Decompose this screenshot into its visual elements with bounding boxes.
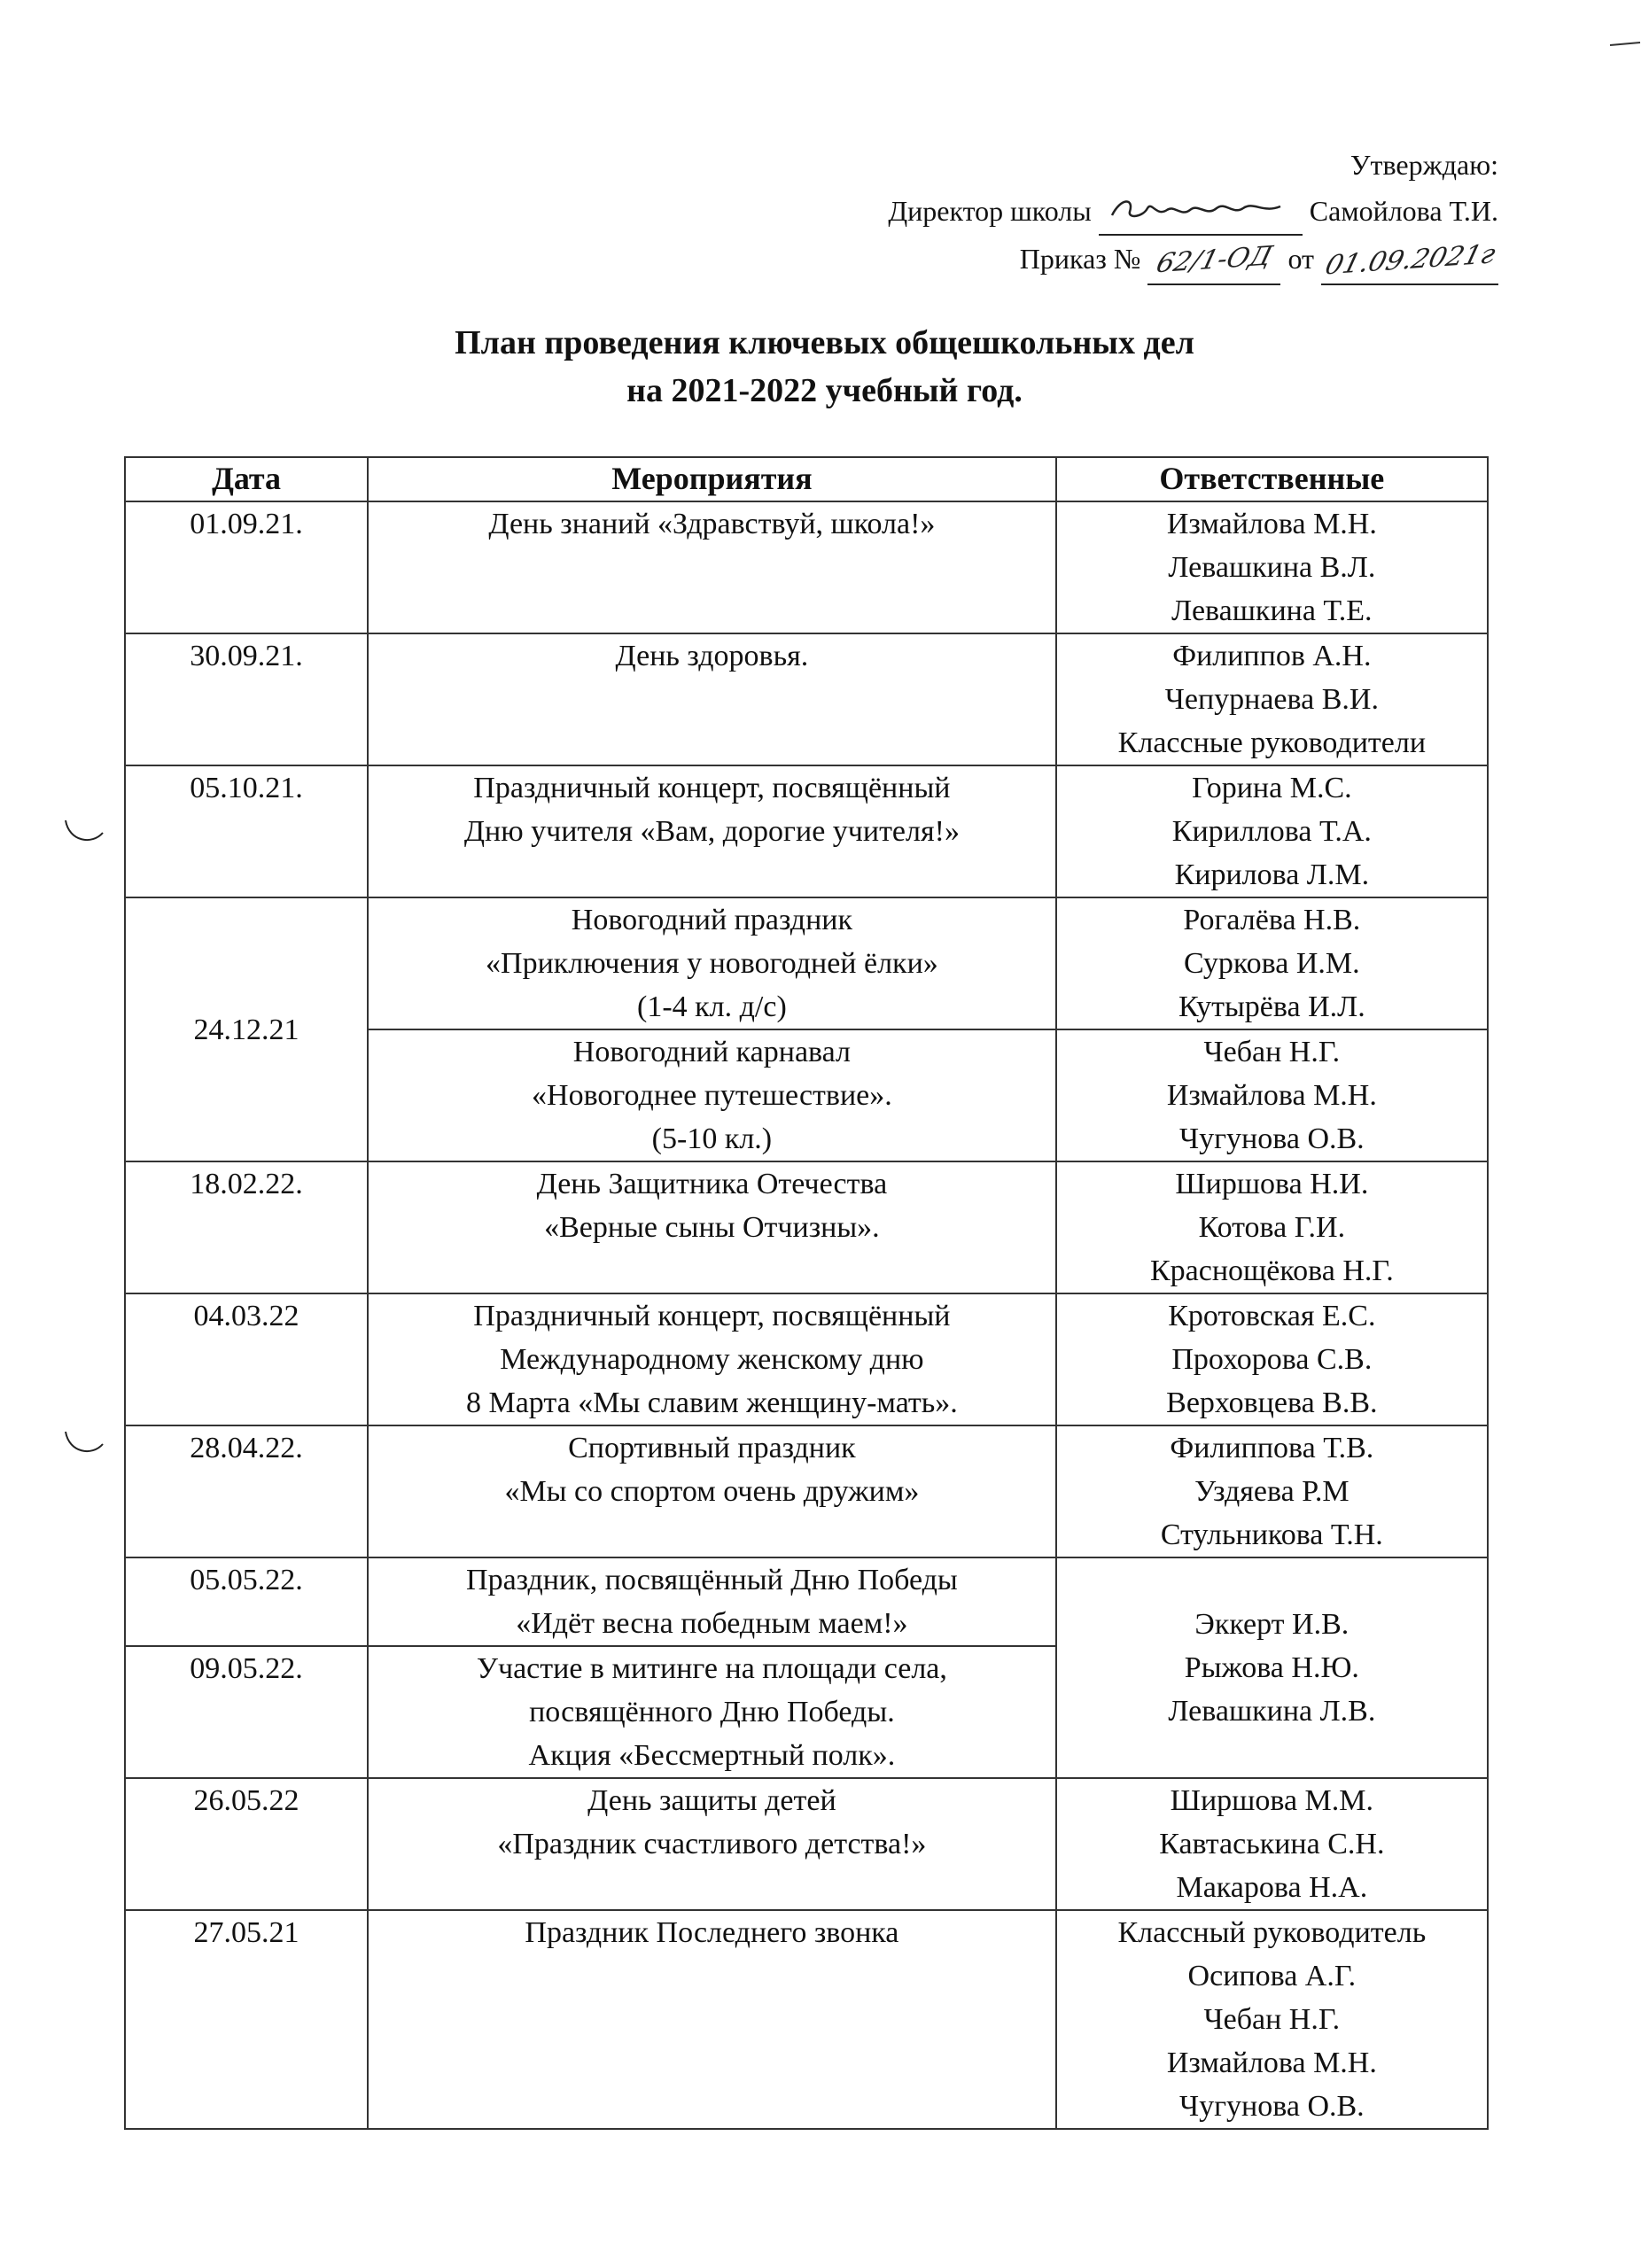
- event-line: 8 Марта «Мы славим женщину-мать».: [465, 1386, 958, 1419]
- responsible-name: Филиппов А.Н.: [1172, 640, 1372, 672]
- event-cell: [368, 1646, 1056, 1778]
- event-line: «Идёт весна победным маем!»: [516, 1607, 908, 1640]
- table-row: [125, 1425, 1488, 1557]
- event-line: посвящённого Дню Победы.: [529, 1696, 895, 1728]
- responsible-name: Чепурнаева В.И.: [1164, 683, 1379, 716]
- responsible-name: Измайлова М.Н.: [1166, 2047, 1377, 2079]
- event-line: Новогодний карнавал: [572, 1036, 852, 1068]
- order-date-field: [1321, 236, 1498, 285]
- responsible-cell: [1056, 1910, 1488, 2129]
- event-cell: [368, 1293, 1056, 1425]
- event-line: Международному женскому дню: [500, 1343, 924, 1376]
- responsible-name: Измайлова М.Н.: [1166, 508, 1377, 540]
- event-cell: [368, 633, 1056, 765]
- event-line: (1-4 кл. д/с): [637, 990, 787, 1023]
- responsible-cell: [1056, 1029, 1488, 1161]
- responsible-name: Левашкина Л.В.: [1168, 1695, 1376, 1728]
- punch-mark-icon: [62, 815, 106, 850]
- responsible-name: Суркова И.М.: [1184, 947, 1360, 980]
- date-cell: 05.05.22.: [125, 1557, 368, 1646]
- responsible-name: Краснощёкова Н.Г.: [1150, 1254, 1394, 1287]
- event-line: (5-10 кл.): [651, 1122, 773, 1155]
- order-date: 01.09.2021г: [1321, 238, 1498, 282]
- responsible-name: Классный руководитель: [1117, 1916, 1427, 1949]
- responsible-name: Чебан Н.Г.: [1203, 1036, 1341, 1068]
- responsible-name: Филиппова Т.В.: [1170, 1432, 1374, 1464]
- responsible-cell: [1056, 765, 1488, 897]
- responsible-name: Левашкина Т.Е.: [1171, 594, 1373, 627]
- event-line: «Мы со спортом очень дружим»: [504, 1475, 920, 1508]
- from-label: от: [1287, 243, 1314, 275]
- responsible-cell: [1056, 897, 1488, 1029]
- event-cell: [368, 1425, 1056, 1557]
- order-line: [772, 236, 1498, 285]
- responsible-name: Макарова Н.А.: [1176, 1871, 1368, 1904]
- document-title: [0, 319, 1649, 415]
- approval-block: [772, 142, 1498, 285]
- header-responsible: Ответственные: [1056, 457, 1488, 501]
- table-header-row: [125, 457, 1488, 501]
- date-cell: 28.04.22.: [125, 1425, 368, 1557]
- event-line: День защиты детей: [587, 1784, 836, 1817]
- event-line: Акция «Бессмертный полк».: [528, 1739, 896, 1772]
- responsible-name: Стульникова Т.Н.: [1160, 1518, 1383, 1551]
- director-label: Директор школы: [888, 195, 1092, 227]
- responsible-name: Рогалёва Н.В.: [1183, 904, 1361, 936]
- event-line: «Новогоднее путешествие».: [532, 1079, 892, 1112]
- event-line: День знаний «Здравствуй, школа!»: [488, 508, 936, 540]
- responsible-name: Чугунова О.В.: [1179, 1122, 1365, 1155]
- date-cell: 30.09.21.: [125, 633, 368, 765]
- director-name: Самойлова Т.И.: [1309, 195, 1498, 227]
- header-date: Дата: [125, 457, 368, 501]
- date-cell: 09.05.22.: [125, 1646, 368, 1778]
- event-line: Праздник, посвящённый Дню Победы: [466, 1564, 958, 1596]
- event-cell: [368, 501, 1056, 633]
- event-cell: [368, 1557, 1056, 1646]
- event-cell: [368, 1161, 1056, 1293]
- responsible-name: Котова Г.И.: [1198, 1211, 1346, 1244]
- event-line: День здоровья.: [615, 640, 809, 672]
- responsible-name: Прохорова С.В.: [1171, 1343, 1373, 1376]
- event-line: Спортивный праздник: [568, 1432, 856, 1464]
- responsible-cell: [1056, 1778, 1488, 1910]
- responsible-name: Рыжова Н.Ю.: [1184, 1651, 1359, 1684]
- responsible-cell: [1056, 501, 1488, 633]
- responsible-name: Эккерт И.В.: [1194, 1608, 1350, 1641]
- event-cell: [368, 765, 1056, 897]
- order-number-field: [1147, 236, 1280, 285]
- responsible-name: Чебан Н.Г.: [1203, 2003, 1341, 2036]
- date-cell: 18.02.22.: [125, 1161, 368, 1293]
- signature-icon: [1103, 190, 1298, 226]
- table-row: [125, 897, 1488, 1029]
- responsible-name: Левашкина В.Л.: [1168, 551, 1376, 584]
- table-row: [125, 1293, 1488, 1425]
- responsible-name: Кирилова Л.М.: [1174, 858, 1370, 891]
- punch-mark-icon: [62, 1426, 106, 1462]
- event-line: Праздник Последнего звонка: [525, 1916, 899, 1949]
- date-cell: 24.12.21: [125, 897, 368, 1161]
- responsible-name: Кириллова Т.А.: [1171, 815, 1372, 848]
- event-line: День Защитника Отечества: [536, 1168, 888, 1200]
- responsible-name: Кротовская Е.С.: [1168, 1300, 1376, 1332]
- table-row: [125, 633, 1488, 765]
- responsible-name: Кавтаськина С.Н.: [1159, 1828, 1385, 1860]
- responsible-cell: [1056, 1425, 1488, 1557]
- responsible-name: Осипова А.Г.: [1187, 1960, 1357, 1992]
- table-row: [125, 1161, 1488, 1293]
- approve-label: Утверждаю:: [1350, 149, 1498, 181]
- date-cell: 01.09.21.: [125, 501, 368, 633]
- event-cell: [368, 1910, 1056, 2129]
- table-row: [125, 501, 1488, 633]
- table-row: [125, 765, 1488, 897]
- responsible-cell: [1056, 1293, 1488, 1425]
- event-line: «Праздник счастливого детства!»: [497, 1828, 927, 1860]
- responsible-name: Кутырёва И.Л.: [1178, 990, 1365, 1023]
- event-line: «Верные сыны Отчизны».: [544, 1211, 880, 1244]
- date-cell: 27.05.21: [125, 1910, 368, 2129]
- table-row: [125, 1910, 1488, 2129]
- scan-dash-icon: [1608, 40, 1644, 49]
- header-event: Мероприятия: [368, 457, 1056, 501]
- date-cell: 05.10.21.: [125, 765, 368, 897]
- event-cell: [368, 1778, 1056, 1910]
- responsible-name: Горина М.С.: [1192, 772, 1352, 804]
- director-signature: [1099, 188, 1303, 236]
- responsible-name: Измайлова М.Н.: [1166, 1079, 1377, 1112]
- responsible-name: Ширшова Н.И.: [1175, 1168, 1369, 1200]
- responsible-cell: [1056, 1161, 1488, 1293]
- event-cell: [368, 897, 1056, 1029]
- responsible-name: Уздяева Р.М: [1194, 1475, 1350, 1508]
- responsible-name: Ширшова М.М.: [1170, 1784, 1374, 1817]
- event-line: Праздничный концерт, посвящённый: [473, 772, 951, 804]
- director-line: [772, 188, 1498, 236]
- order-label: Приказ №: [1019, 243, 1141, 275]
- title-line-2: на 2021-2022 учебный год.: [626, 372, 1023, 409]
- event-line: Дню учителя «Вам, дорогие учителя!»: [463, 815, 960, 848]
- responsible-name: Чугунова О.В.: [1179, 2090, 1365, 2123]
- event-line: «Приключения у новогодней ёлки»: [486, 947, 938, 980]
- date-cell: 26.05.22: [125, 1778, 368, 1910]
- responsible-cell: [1056, 1557, 1488, 1778]
- table-row: [125, 1557, 1488, 1646]
- event-line: Участие в митинге на площади села,: [476, 1652, 947, 1685]
- responsible-name: Верховцева В.В.: [1166, 1386, 1378, 1419]
- events-table: [124, 456, 1489, 2130]
- event-line: Праздничный концерт, посвящённый: [473, 1300, 951, 1332]
- date-cell: 04.03.22: [125, 1293, 368, 1425]
- responsible-name: Классные руководители: [1117, 726, 1427, 759]
- order-number: 62/1-ОД: [1153, 240, 1276, 280]
- responsible-cell: [1056, 633, 1488, 765]
- table-row: [125, 1778, 1488, 1910]
- event-cell: [368, 1029, 1056, 1161]
- title-line-1: План проведения ключевых общешкольных дел: [455, 324, 1194, 361]
- event-line: Новогодний праздник: [571, 904, 852, 936]
